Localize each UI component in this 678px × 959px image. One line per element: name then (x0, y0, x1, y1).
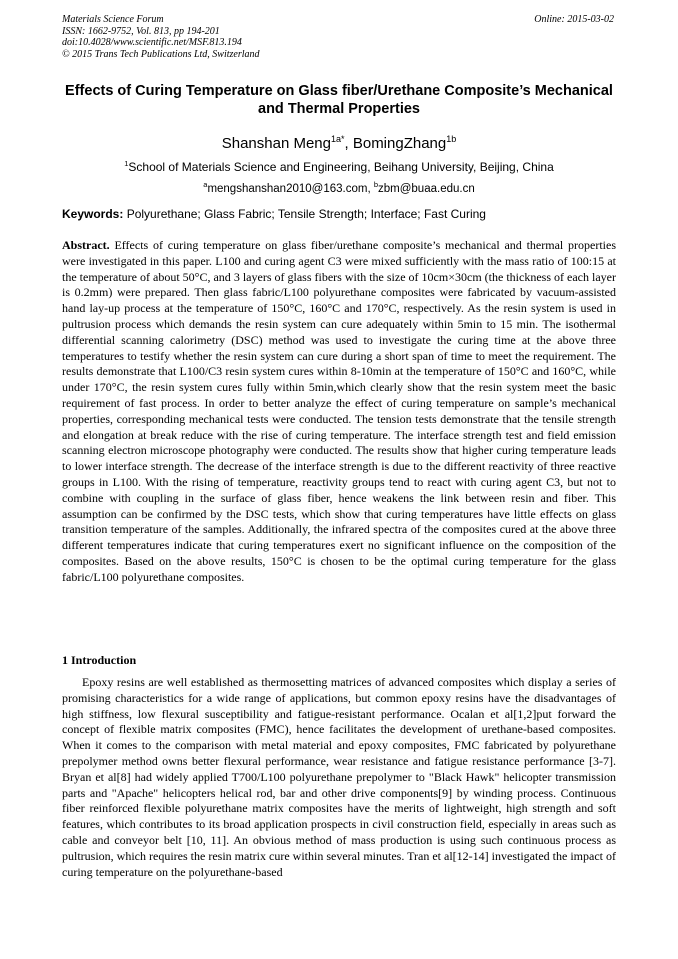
abstract-text: Effects of curing temperature on glass fiber/urethane composite’s mechanical and thermal properties were investigated in this paper. L100 and curing agent C3 were mixed sufficiently with the mass ratio of 100:15 at the temperature of about 50°C, and 3 layers of glass fibers with the size of 10cm×30cm (the thickness of each layer is 0.2mm) were prepared. Then glass fabric/L100 polyurethane composites were fabricated by vacuum-assisted hand lay-up process at the temperature of 150°C, 160°C and 170°C, respectively. As the resin system is used in pultrusion process which demands the resin system can cure adequately within 5min to 15 min. The isothermal differential scanning calorimetry (DSC) method was used to investigate the curing time at the above three temperatures to testify whether the resin system can cure during a short span of time to meet the requirement. The results demonstrate that L100/C3 resin system cures within 8-10min at the temperature of 150°C and 160°C, while under 170°C, the resin system cures fully within 5min,which clearly show that the resin system meet the basic requirement of fast process. In order to better analyze the effect of curing temperature on sample’s mechanical properties, corresponding mechanical tests were conducted. The tension tests demonstrate that the tensile strength and elongation at break reduce with the rise of curing temperature. The interface strength test and field emission scanning electron microscope photography were conducted. The results show that higher curing temperature leads to lower interface strength. The decrease of the interface strength is due to the different reactivity of three reactive groups in L100. With the rising of temperature, reactivity groups tend to react with curing agent C3, but not to combine with coupling in the surface of glass fiber, hence weakens the link between resin and fiber. This assumption can be confirmed by the DSC tests, which show that curing temperatures have little effects on glass transition temperature of the samples. Additionally, the infrared spectra of the composites cured at the above three different temperatures indicate that curing temperatures exert no significant influence on the composition of the composites. Based on the above results, 150°C is chosen to be the optimal curing temperature for the glass fabric/L100 polyurethane composites. (62, 238, 616, 584)
author-affiliation-mark: 1b (446, 134, 457, 144)
doi-line: doi:10.4028/www.scientific.net/MSF.813.194 (62, 37, 242, 48)
affiliation (62, 156, 616, 175)
journal-header (62, 14, 622, 60)
section-heading: 1 Introduction (62, 653, 137, 667)
author-affiliation-mark: 1a* (330, 134, 345, 144)
keywords (62, 207, 616, 222)
issn-line: ISSN: 1662-9752, Vol. 813, pp 194-201 (62, 25, 220, 37)
author-name: BomingZhang (352, 135, 447, 152)
affiliation-mark: 1 (124, 159, 129, 168)
abstract (62, 238, 616, 586)
author-emails (62, 177, 616, 197)
author-list (62, 130, 616, 153)
affiliation-text: School of Materials Science and Engineering, Beihang University, Beijing, China (128, 160, 554, 174)
keywords-text: Polyurethane; Glass Fabric; Tensile Strength; Interface; Fast Curing (123, 207, 486, 221)
email-mark: b (373, 180, 379, 189)
email-address: mengshanshan2010@163.com, (207, 183, 374, 195)
journal-name: Materials Science Forum (62, 14, 164, 25)
email-mark: a (203, 180, 208, 189)
keywords-label: Keywords: (62, 207, 124, 221)
section-paragraph: Epoxy resins are well established as thermosetting matrices of advanced composites which display a series of promising characteristics for a wide range of applications, but common epoxy resins have the disadvantages of high stiffness, low flexural susceptibility and fatigue-resistant performance. Ocalan et al[1,2]put forward the concept of flexible matrix composites (FMC), hence facilitates the development of urethane-based composites. When it comes to the comparison with metal material and epoxy composites, FMC fabricated by polyurethane prepolymer method owns better flexural performance, wear resistance and fatigue resistance performance [3-7]. Bryan et al[8] had widely applied T700/L100 polyurethane prepolymer to "Black Hawk" helicopter transmission parts and "Apache" helicopters helical rod, bar and other drive components[9] by winding process. Continuous fiber reinforced flexible polyurethane matrix composites have the merits of lightweight, high strength and soft features, which contributes to its broad application prospects in civil construction field, especially in areas such as cable and conveyor belt [10, 11]. An obvious method of mass production is using such continuous process as pultrusion, which requires the resin matrix cure within several minutes. Tran et al[12-14] investigated the impact of curing temperature on the polyurethane-based (62, 675, 616, 879)
online-date: Online: 2015-03-02 (534, 14, 614, 25)
author-separator: , (344, 135, 353, 152)
email-address: zbm@buaa.edu.cn (378, 183, 475, 195)
author-name: Shanshan Meng (221, 135, 331, 152)
copyright-line: © 2015 Trans Tech Publications Ltd, Switzerland (62, 48, 260, 60)
abstract-label: Abstract. (62, 238, 110, 252)
paper-title: Effects of Curing Temperature on Glass fiber/Urethane Composite’s Mechanical and Thermal Properties (65, 83, 613, 117)
